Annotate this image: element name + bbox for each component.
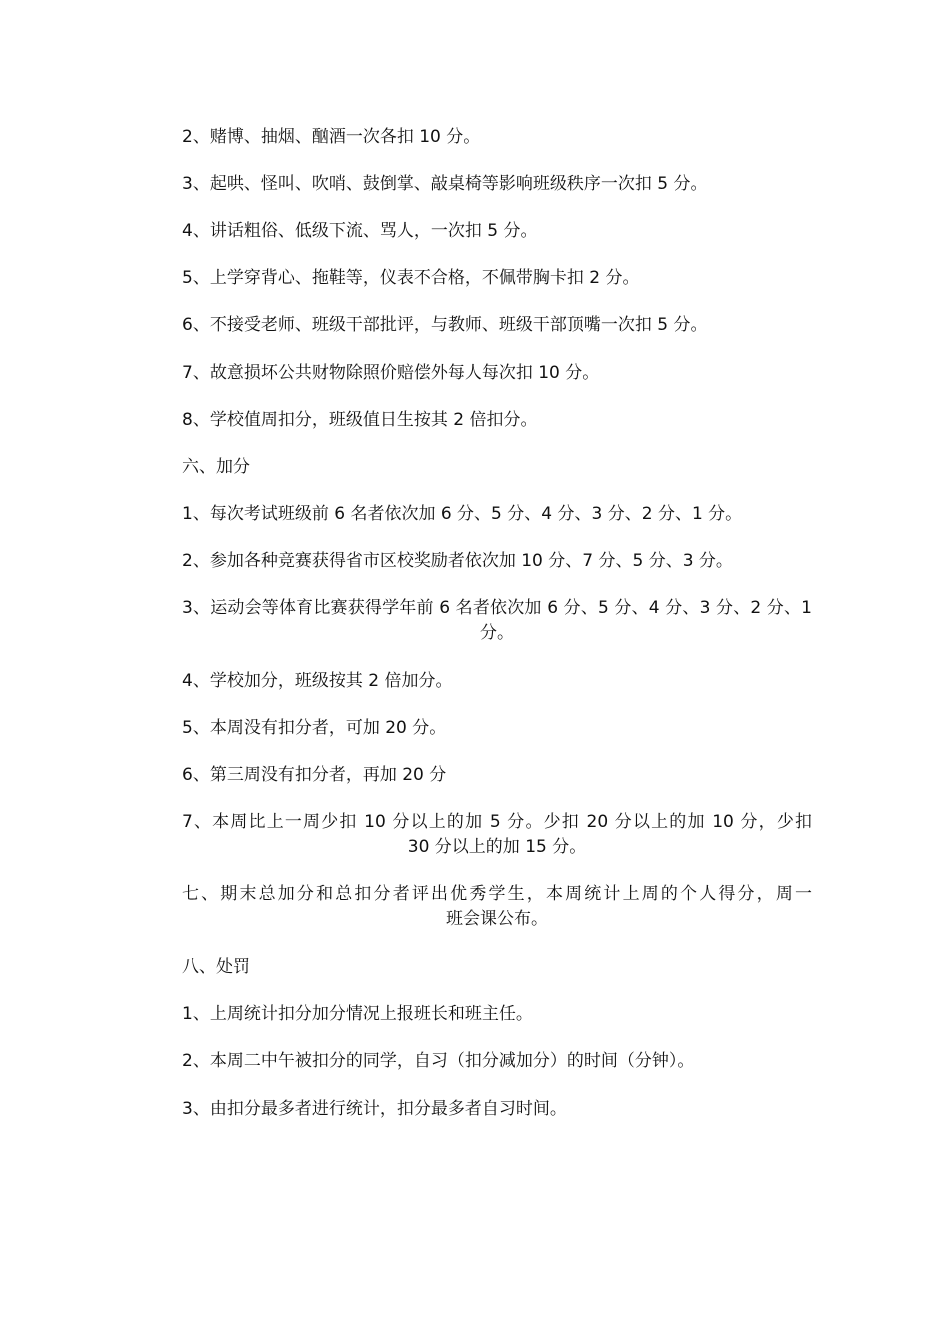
- bonus-item-1: 1、每次考试班级前 6 名者依次加 6 分、5 分、4 分、3 分、2 分、1 分。: [182, 504, 743, 524]
- bonus-heading: 六、加分: [182, 457, 250, 477]
- bonus-item-3-line-1: 3、运动会等体育比赛获得学年前 6 名者依次加 6 分、5 分、4 分、3 分、2 分、1: [182, 598, 812, 618]
- deduct-item-6: 6、不接受老师、班级干部批评，与教师、班级干部顶嘴一次扣 5 分。: [182, 315, 708, 335]
- penalty-heading: 八、处罚: [182, 957, 250, 977]
- bonus-item-7-line-1: 7、本周比上一周少扣 10 分以上的加 5 分。少扣 20 分以上的加 10 分，少扣: [182, 812, 812, 832]
- bonus-item-4: 4、学校加分，班级按其 2 倍加分。: [182, 671, 453, 691]
- section-7-line-2: 班会课公布。: [446, 909, 548, 929]
- penalty-item-3: 3、由扣分最多者进行统计，扣分最多者自习时间。: [182, 1099, 567, 1119]
- bonus-item-2: 2、参加各种竞赛获得省市区校奖励者依次加 10 分、7 分、5 分、3 分。: [182, 551, 733, 571]
- deduct-item-7: 7、故意损坏公共财物除照价赔偿外每人每次扣 10 分。: [182, 363, 600, 383]
- bonus-item-5: 5、本周没有扣分者，可加 20 分。: [182, 718, 447, 738]
- section-7-line-1: 七、期末总加分和总扣分者评出优秀学生，本周统计上周的个人得分，周一: [182, 884, 812, 904]
- penalty-item-2: 2、本周二中午被扣分的同学，自习（扣分减加分）的时间（分钟）。: [182, 1051, 695, 1071]
- deduct-item-4: 4、讲话粗俗、低级下流、骂人，一次扣 5 分。: [182, 221, 538, 241]
- deduct-item-3: 3、起哄、怪叫、吹哨、鼓倒掌、敲桌椅等影响班级秩序一次扣 5 分。: [182, 174, 708, 194]
- bonus-item-3-line-2: 分。: [480, 623, 514, 643]
- deduct-item-5: 5、上学穿背心、拖鞋等，仪表不合格，不佩带胸卡扣 2 分。: [182, 268, 640, 288]
- bonus-item-6: 6、第三周没有扣分者，再加 20 分: [182, 765, 447, 785]
- penalty-item-1: 1、上周统计扣分加分情况上报班长和班主任。: [182, 1004, 533, 1024]
- deduct-item-2: 2、赌博、抽烟、酗酒一次各扣 10 分。: [182, 127, 481, 147]
- bonus-item-3: [182, 596, 812, 646]
- bonus-item-7: [182, 810, 812, 860]
- bonus-item-7-line-2: 30 分以上的加 15 分。: [407, 837, 587, 857]
- section-7: [182, 882, 812, 932]
- deduct-item-8: 8、学校值周扣分，班级值日生按其 2 倍扣分。: [182, 410, 538, 430]
